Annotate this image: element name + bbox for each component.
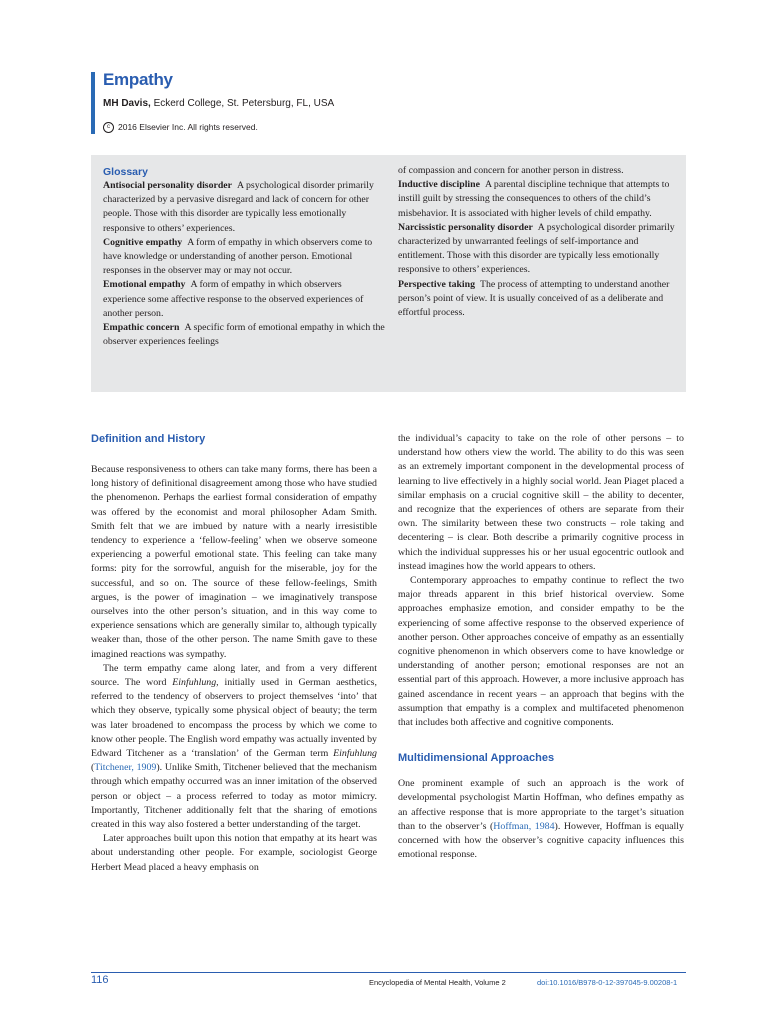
glossary-definition: The process of attempting to understand another person’s point of view. It is usually conceived of as a deliberate and effortful process. [398,278,670,319]
page-number: 116 [91,974,109,986]
copyright-line [103,122,258,133]
glossary-entry [103,278,386,321]
author-affiliation: Eckerd College, St. Petersburg, FL, USA [150,98,335,109]
glossary-term: Cognitive empathy [103,236,183,248]
glossary-definition: A psychological disorder primarily characterized by a pervasive disregard and lack of concern for other people. Those with this disorder are typically less emotionally responsive to others’ experiences. [103,180,374,234]
paragraph: Because responsiveness to others can take many forms, there has been a long history of definitional disagreement among those who have studied the phenomenon. Perhaps the earliest formal consideration of empathy was offered by the economist and moral philosopher Adam Smith. Smith felt that we are imbued by nature with a nearly irresistible tendency to experience a ‘fellow-feeling’ when we observe someone experiencing a powerful emotional state. This feeling can take many forms: pity for the sorrowful, anguish for the miserable, joy for the successful, and so on. The source of these fellow-feelings, Smith argues, is the power of imagination – we imaginatively transpose ourselves into the other person’s situation, and in this way come to experience sensations which are generally similar to, although typically weaker than, those of the other person. The name Smith gave to these imagined reactions was sympathy. [91,464,377,660]
glossary-entry [103,179,386,236]
author-name: MH Davis, [103,98,151,109]
section-heading-definition: Definition and History [91,433,206,445]
glossary-right-column [398,164,678,320]
glossary-entry [398,278,678,321]
glossary-heading: Glossary [103,166,148,178]
glossary-entry [103,321,386,349]
glossary-entry [103,236,386,279]
glossary-continuation: of compassion and concern for another person in distress. [398,165,624,176]
journal-name: Encyclopedia of Mental Health, Volume 2 [369,978,506,987]
paragraph: One prominent example of such an approach is the work of developmental psychologist Martin Hoffman, who defines empathy as an affective response that is more appropriate to the target’s situation than to the observer’s (Hoffman, 1984). However, Hoffman is equally concerned with how the observer’s cognitive capacity influences this emotional response. [398,778,684,861]
copyright-icon: c [103,122,114,133]
glossary-box [91,155,686,392]
paragraph: The term empathy came along later, and from a very different source. The word Einfuhlung, initially used in German aesthetics, referred to the tendency of observers to project themselves ‘into’ that which they observe, typically some physical object of beauty; the term was later broadened to encompass the process by which we come to know other people. The English word empathy was actually invented by Edward Titchener as a ‘translation’ of the German term Einfuhlung (Titchener, 1909). Unlike Smith, Titchener believed that the mechanism through which empathy occurred was an inner imitation of the observed person or object – a process referred to today as motor mimicry. Importantly, Titchener additionally felt that the sharing of emotions created in this way also fostered a better understanding of the target. [91,662,377,831]
copyright-text: 2016 Elsevier Inc. All rights reserved. [118,122,258,132]
footer-rule [91,972,686,973]
citation-link[interactable]: Titchener, 1909 [94,762,157,774]
body-left-column [91,432,377,875]
glossary-definition: A parental discipline technique that attempts to instill guilt by stressing the consequences to others of the child’s misbehavior. It is associated with higher levels of child empathy. [398,179,670,219]
glossary-definition: A form of empathy in which observers experience some affective response to the observed experiences of another person. [103,279,364,319]
author-line [103,98,334,109]
article-title: Empathy [103,70,173,89]
glossary-term: Emotional empathy [103,279,186,291]
section-heading-multidimensional: Multidimensional Approaches [398,752,555,765]
title-accent-bar [91,72,95,134]
body-right-column [398,432,684,862]
glossary-term: Perspective taking [398,278,475,290]
glossary-definition: A form of empathy in which observers come to have knowledge or understanding of another person. Emotional responses in the observer may or may not occur. [103,236,373,277]
paragraph: Contemporary approaches to empathy continue to reflect the two major threads apparent in this brief historical overview. Some approaches emphasize emotion, and consider empathy to be the experiencing of some affective response to the observed experience of another person. Other approaches conceive of empathy as an essentially cognitive phenomenon in which observers come to have knowledge or understanding of another person; emotional responses are not an essential part of this approach. However, a more inclusive approach has gained ascendance in recent years – an approach that begins with the assumption that empathy is a complex and multifaceted phenomenon that includes both affective and cognitive components. [398,575,684,729]
paragraph: Later approaches built upon this notion that empathy at its heart was about understanding other people. For example, sociologist George Herbert Mead placed a heavy emphasis on [91,833,377,873]
citation-link[interactable]: Hoffman, 1984 [493,820,555,832]
glossary-term: Empathic concern [103,322,180,334]
glossary-left-column [103,165,386,349]
paragraph: the individual’s capacity to take on the role of other persons – to understand how others view the world. The ability to do this was seen as an extremely important component in the developmental process of learning to live effectively in a highly social world. Jean Piaget placed a similar emphasis on a crucial cognitive skill – the ability to decenter, and recognize that the experiences of others are separate from their own. The similarity between these two constructs – role taking and decentering – is clear. Both describe a primarily cognitive process in which the individual suppresses his or her usual egocentric outlook and instead imagines how the world appears to others. [398,433,684,572]
glossary-entry [398,178,678,221]
glossary-definition: A specific form of emotional empathy in which the observer experiences feelings [103,322,385,348]
doi-link[interactable]: doi:10.1016/B978-0-12-397045-9.00208-1 [537,978,678,987]
glossary-entry [398,221,678,278]
glossary-term: Antisocial personality disorder [103,180,232,191]
glossary-definition: A psychological disorder primarily characterized by unwarranted feelings of self-importance and entitlement. Those with this disorder are typically less emotionally responsive to others’ experiences. [398,221,675,276]
glossary-term: Inductive discipline [398,179,480,191]
glossary-term: Narcissistic personality disorder [398,221,533,233]
